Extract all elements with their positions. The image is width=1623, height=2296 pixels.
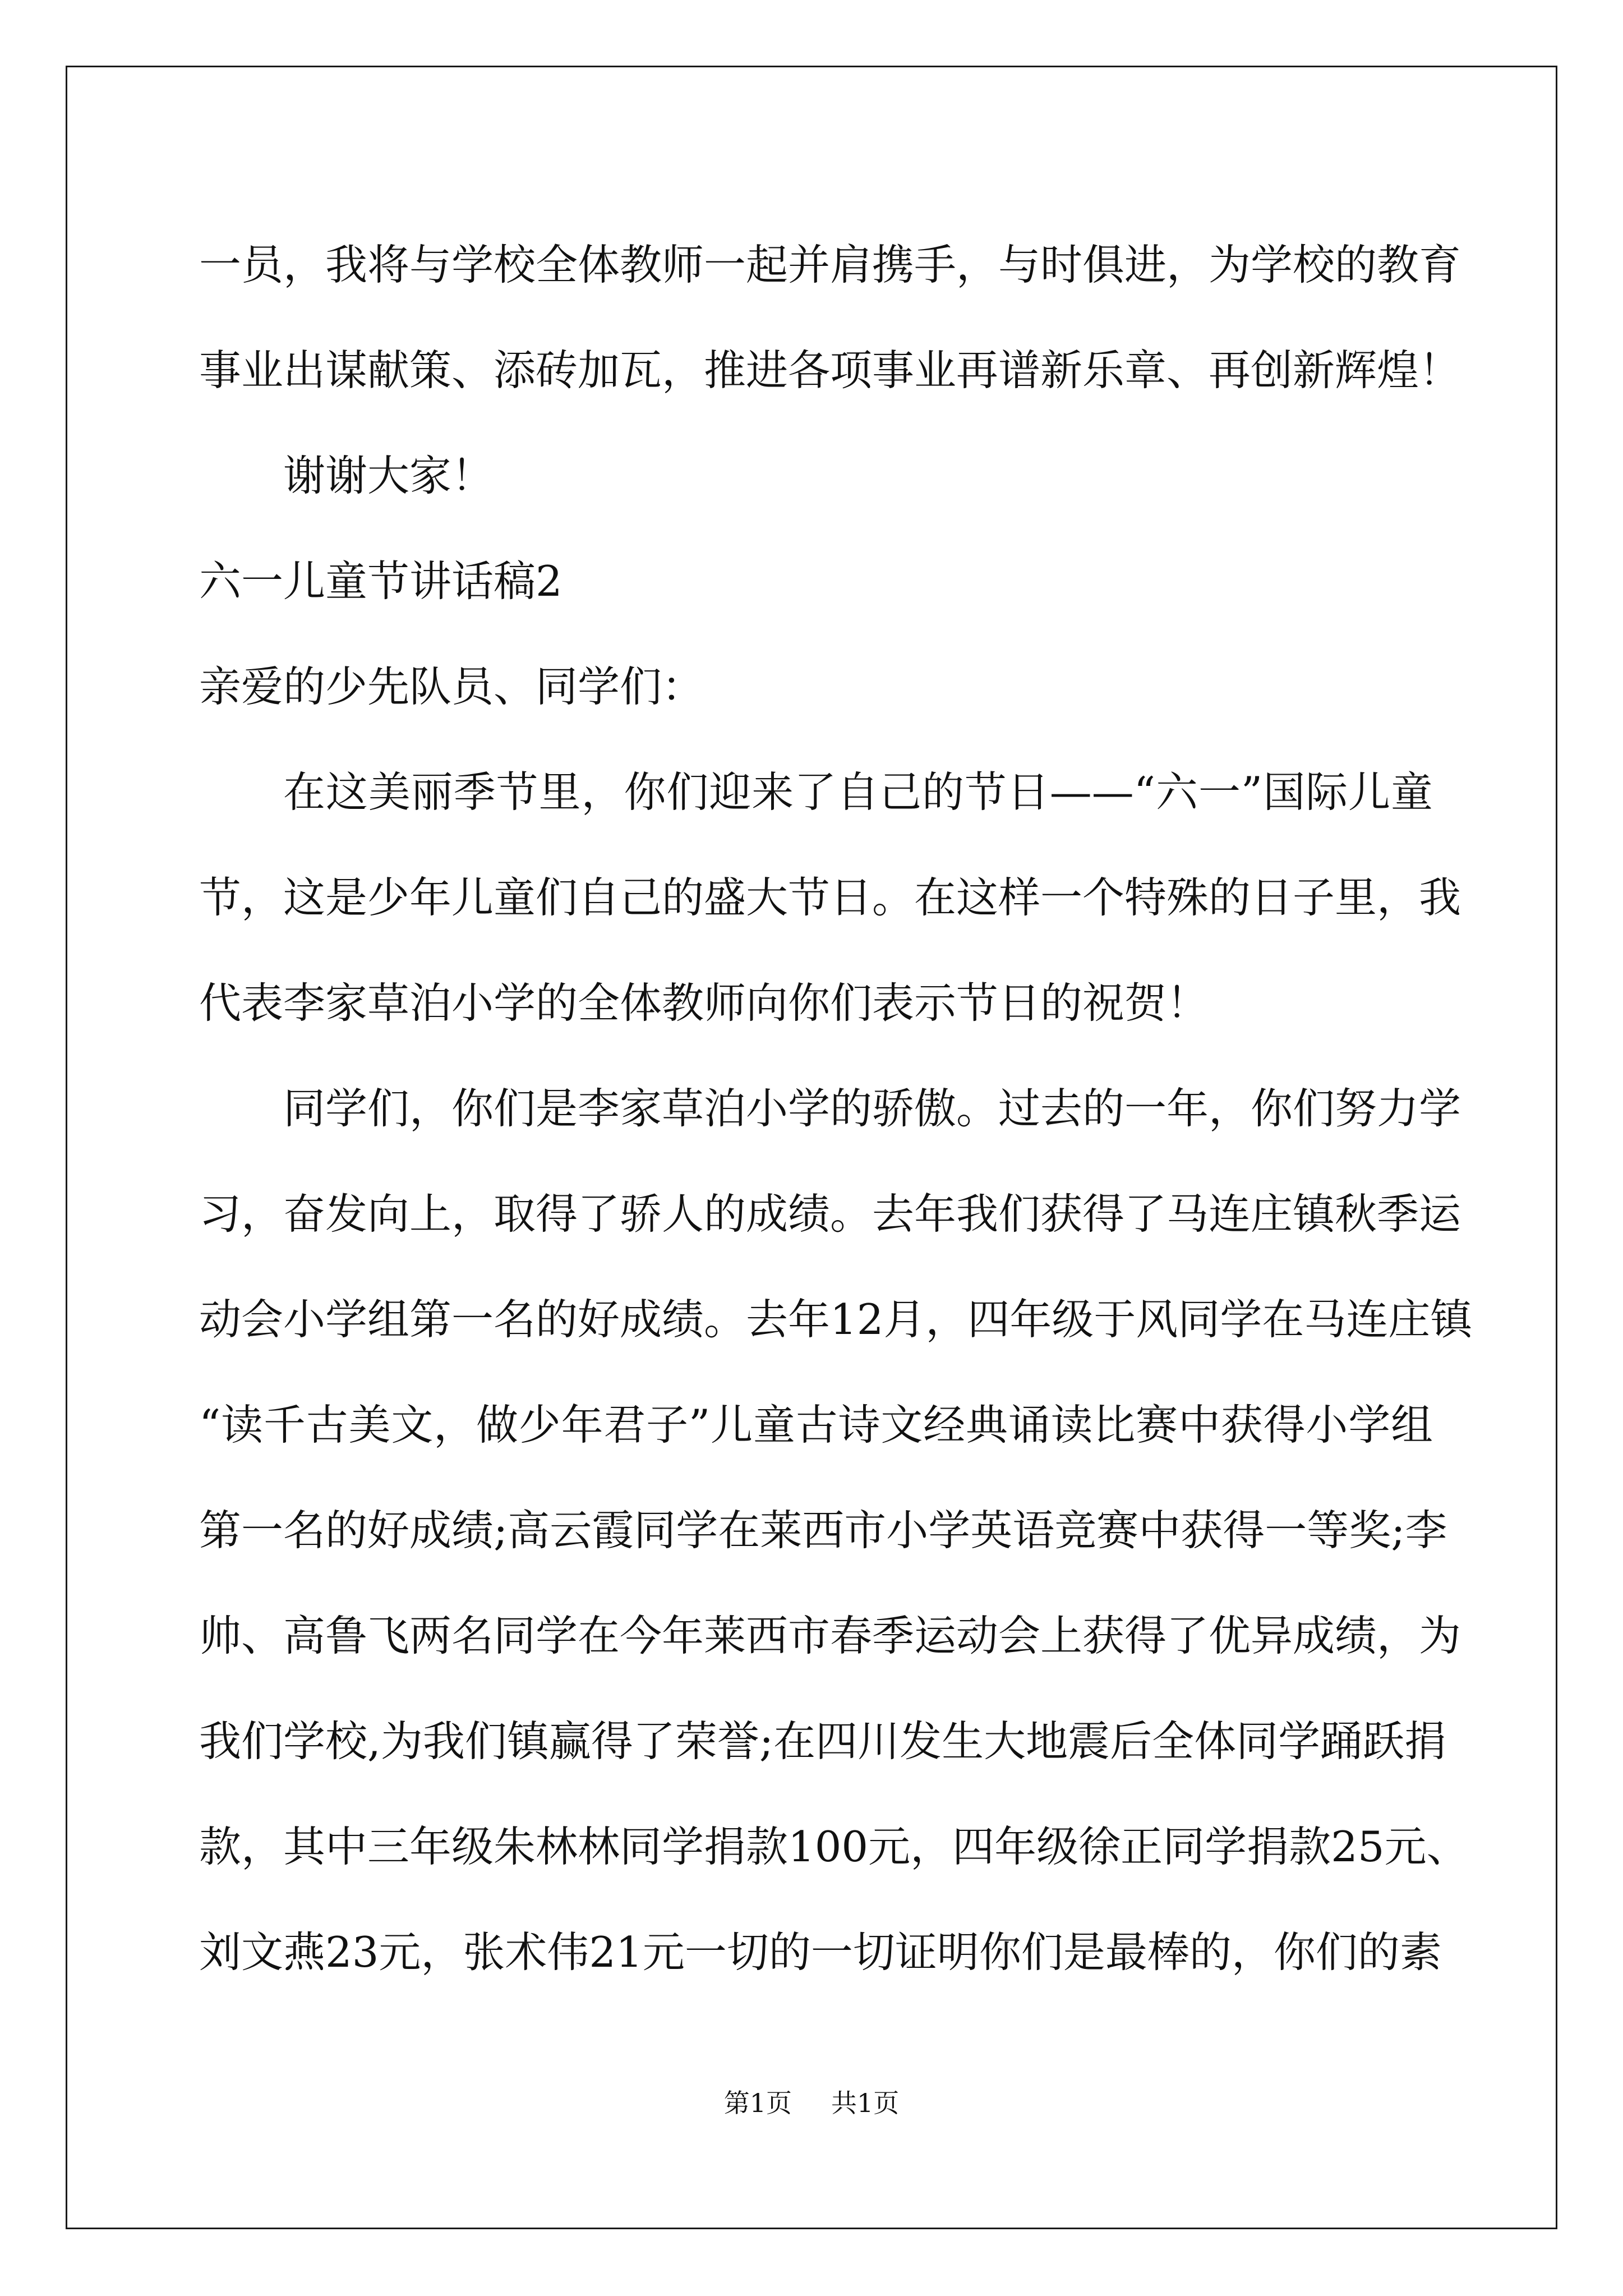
page-footer xyxy=(0,2083,1623,2120)
paragraph-line: “读千古美文，做少年君子”儿童古诗文经典诵读比赛中获得小学组 xyxy=(199,1400,1433,1450)
paragraph-line: 动会小学组第一名的好成绩。去年12月，四年级于风同学在马连庄镇 xyxy=(199,1295,1473,1344)
paragraph-line: 款，其中三年级朱林林同学捐款100元，四年级徐正同学捐款25元、 xyxy=(199,1822,1469,1871)
paragraph-line: 习，奋发向上，取得了骄人的成绩。去年我们获得了马连庄镇秋季运 xyxy=(199,1189,1461,1239)
paragraph-line: 帅、高鲁飞两名同学在今年莱西市春季运动会上获得了优异成绩，为 xyxy=(199,1611,1461,1660)
paragraph-line: 我们学校,为我们镇赢得了荣誉;在四川发生大地震后全体同学踊跃捐 xyxy=(199,1717,1447,1766)
paragraph-line: 第一名的好成绩;高云霞同学在莱西市小学英语竞赛中获得一等奖;李 xyxy=(199,1506,1447,1555)
paragraph-line: 节，这是少年儿童们自己的盛大节日。在这样一个特殊的日子里，我 xyxy=(199,873,1461,922)
paragraph-line: 事业出谋献策、添砖加瓦，推进各项事业再谱新乐章、再创新辉煌！ xyxy=(199,346,1461,395)
total-pages: 共1页 xyxy=(831,2088,900,2118)
page-number: 第1页 xyxy=(723,2088,792,2118)
document-body xyxy=(199,212,1473,2005)
paragraph-line: 同学们，你们是李家草泊小学的骄傲。过去的一年，你们努力学 xyxy=(283,1084,1461,1133)
paragraph-line: 一员，我将与学校全体教师一起并肩携手，与时俱进，为学校的教育 xyxy=(199,240,1461,289)
paragraph-line: 在这美丽季节里，你们迎来了自己的节日——“六一”国际儿童 xyxy=(283,767,1433,817)
section-title: 六一儿童节讲话稿2 xyxy=(199,556,562,606)
paragraph-line: 代表李家草泊小学的全体教师向你们表示节日的祝贺！ xyxy=(199,978,1209,1028)
paragraph-line: 刘文燕23元，张术伟21元一切的一切证明你们是最棒的，你们的素 xyxy=(199,1927,1442,1977)
closing-thanks: 谢谢大家！ xyxy=(283,451,494,500)
salutation: 亲爱的少先队员、同学们： xyxy=(199,662,704,711)
